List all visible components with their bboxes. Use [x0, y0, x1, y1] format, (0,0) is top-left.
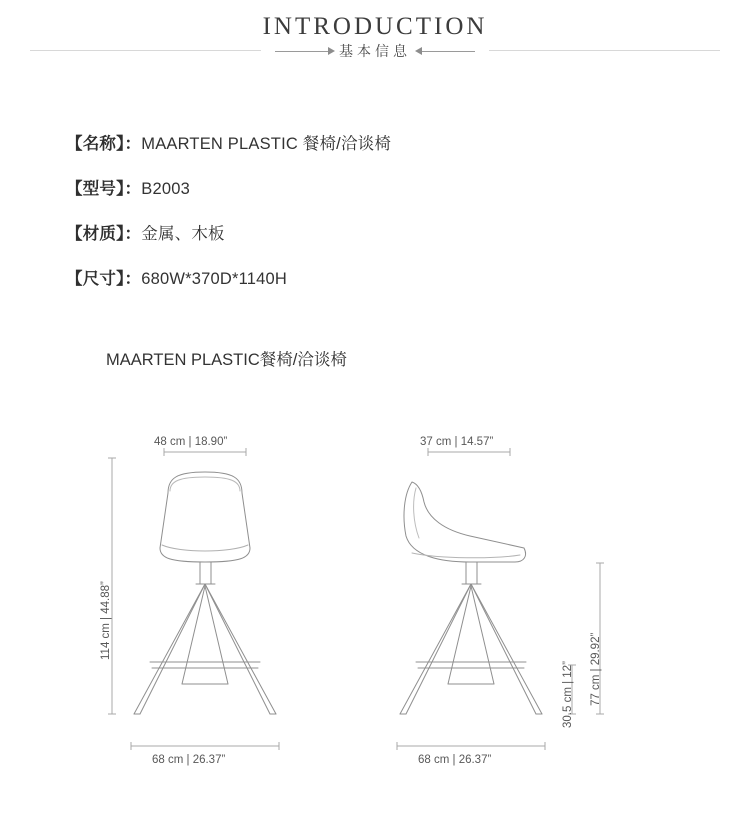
spec-list [0, 122, 750, 302]
side-footrest-height-dimension-label: 30.5 cm | 12” [562, 661, 574, 728]
spec-label: 【名称】： [66, 135, 142, 153]
arrow-left-icon [275, 47, 335, 56]
side-top-dimension-label: 37 cm | 14.57” [420, 436, 494, 448]
spec-value: 金属、木板 [141, 225, 225, 243]
spec-value: 680W*370D*1140H [141, 270, 288, 288]
side-seat-height-dimension-label: 77 cm | 29.92” [590, 632, 602, 706]
spec-row-name [66, 122, 750, 167]
spec-value: MAARTEN PLASTIC 餐椅/洽谈椅 [141, 135, 392, 153]
arrow-right-icon [415, 47, 475, 56]
front-bottom-dimension-label: 68 cm | 26.37” [152, 754, 226, 766]
dimension-drawing-svg [0, 398, 750, 798]
spec-value: B2003 [141, 180, 190, 198]
subtitle-row [0, 40, 750, 64]
page-title-cn: 基本信息 [339, 43, 411, 59]
subtitle-inner [261, 40, 490, 62]
technical-drawings [0, 398, 750, 798]
front-top-dimension-label: 48 cm | 18.90” [154, 436, 228, 448]
spec-row-model [66, 167, 750, 212]
spec-label: 【型号】： [66, 180, 142, 198]
spec-label: 【材质】： [66, 225, 142, 243]
page-header [0, 0, 750, 64]
spec-label: 【尺寸】： [66, 270, 142, 288]
page-title-en: INTRODUCTION [262, 13, 488, 40]
spec-row-size [66, 257, 750, 302]
product-caption: MAARTEN PLASTIC餐椅/洽谈椅 [106, 351, 347, 369]
spec-row-material [66, 212, 750, 257]
side-bottom-dimension-label: 68 cm | 26.37” [418, 754, 492, 766]
front-height-dimension-label: 114 cm | 44.88” [100, 581, 112, 660]
